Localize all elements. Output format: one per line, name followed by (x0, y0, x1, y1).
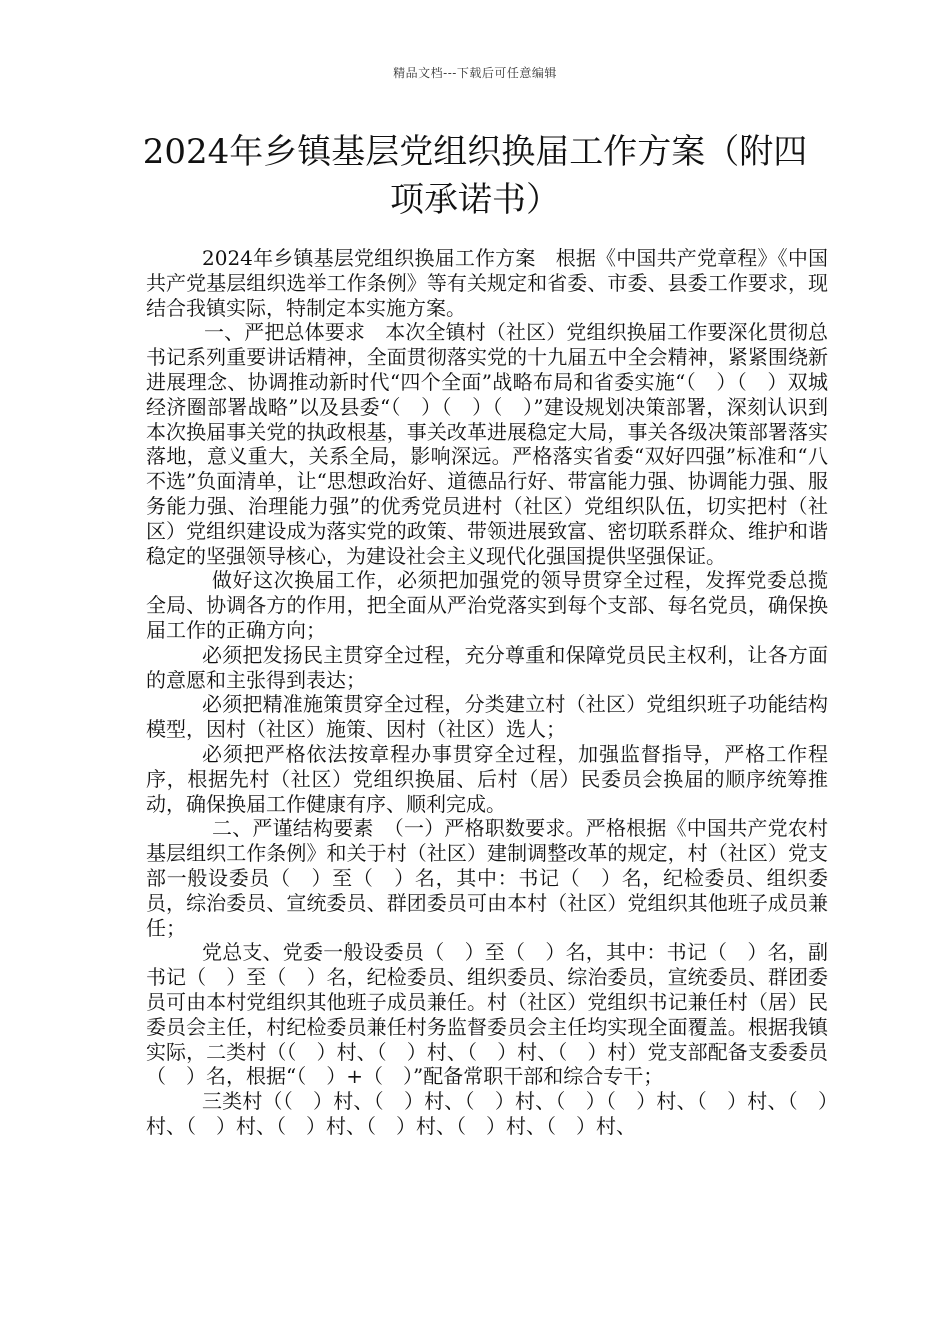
paragraph-section-2: 二、严谨结构要素 （一）严格职数要求。严格根据《中国共产党农村基层组织工作条例》和关于村（社区）建制调整改革的规定，村（社区）党支部一般设委员（ ）至（ ）名，其中：书记（ ）名，纪检委员、组织委员，综治委员、宣统委员、群团委员可由本村（社区）党组织其他班子成员兼任； (146, 816, 828, 940)
document-title: 2024年乡镇基层党组织换届工作方案（附四项承诺书） (142, 132, 808, 220)
paragraph-democracy: 必须把发扬民主贯穿全过程，充分尊重和保障党员民主权利，让各方面的意愿和主张得到表达； (146, 642, 828, 692)
paragraph-section-1: 一、严把总体要求 本次全镇村（社区）党组织换届工作要深化贯彻总书记系列重要讲话精神，全面贯彻落实党的十九届五中全会精神，紧紧围绕新进展理念、协调推动新时代“四个全面”战略布局和省委实施“（ ）（ ）双城经济圈部署战略”以及县委“（ ）（ ）（ ）”建设规划决策部署，深刻认识到本次换届事关党的执政根基，事关改革进展稳定大局，事关各级决策部署落实落地，意义重大，关系全局，影响深远。严格落实省委“双好四强”标准和“八不选”负面清单，让“思想政治好、道德品行好、带富能力强、协调能力强、服务能力强、治理能力强”的优秀党员进村（社区）党组织队伍，切实把村（社区）党组织建设成为落实党的政策、带领进展致富、密切联系群众、维护和谐稳定的坚强领导核心，为建设社会主义现代化强国提供坚强保证。 (146, 320, 828, 568)
page-header: 精品文档---下载后可任意编辑 (393, 66, 557, 80)
paragraph-precision: 必须把精准施策贯穿全过程，分类建立村（社区）党组织班子功能结构模型，因村（社区）施策、因村（社区）选人； (146, 692, 828, 742)
document-body (146, 246, 828, 1139)
paragraph-rule-of-law: 必须把严格依法按章程办事贯穿全过程，加强监督指导，严格工作程序，根据先村（社区）党组织换届、后村（居）民委员会换届的顺序统筹推动，确保换届工作健康有序、顺利完成。 (146, 741, 828, 816)
paragraph-general-branch: 党总支、党委一般设委员（ ）至（ ）名，其中：书记（ ）名，副书记（ ）至（ ）名，纪检委员、组织委员、综治委员，宣统委员、群团委员可由本村党组织其他班子成员兼任。村（社区）党组织书记兼任村（居）民委员会主任，村纪检委员兼任村务监督委员会主任均实现全面覆盖。根据我镇实际，二类村（（ ）村、（ ）村、（ ）村、（ ）村）党支部配备支委委员（ ）名，根据“（ ）+（ ）”配备常职干部和综合专干； (146, 940, 828, 1089)
paragraph-intro: 2024年乡镇基层党组织换届工作方案 根据《中国共产党章程》《中国共产党基层组织选举工作条例》等有关规定和省委、市委、县委工作要求，现结合我镇实际，特制定本实施方案。 (146, 246, 828, 320)
paragraph-leadership: 做好这次换届工作，必须把加强党的领导贯穿全过程，发挥党委总揽全局、协调各方的作用，把全面从严治党落实到每个支部、每名党员，确保换届工作的正确方向； (146, 568, 828, 642)
paragraph-third-class: 三类村（（ ）村、（ ）村、（ ）村、（ ）（ ）村、（ ）村、（ ）村、（ ）村、（ ）村、（ ）村、（ ）村、（ ）村、 (146, 1089, 828, 1138)
